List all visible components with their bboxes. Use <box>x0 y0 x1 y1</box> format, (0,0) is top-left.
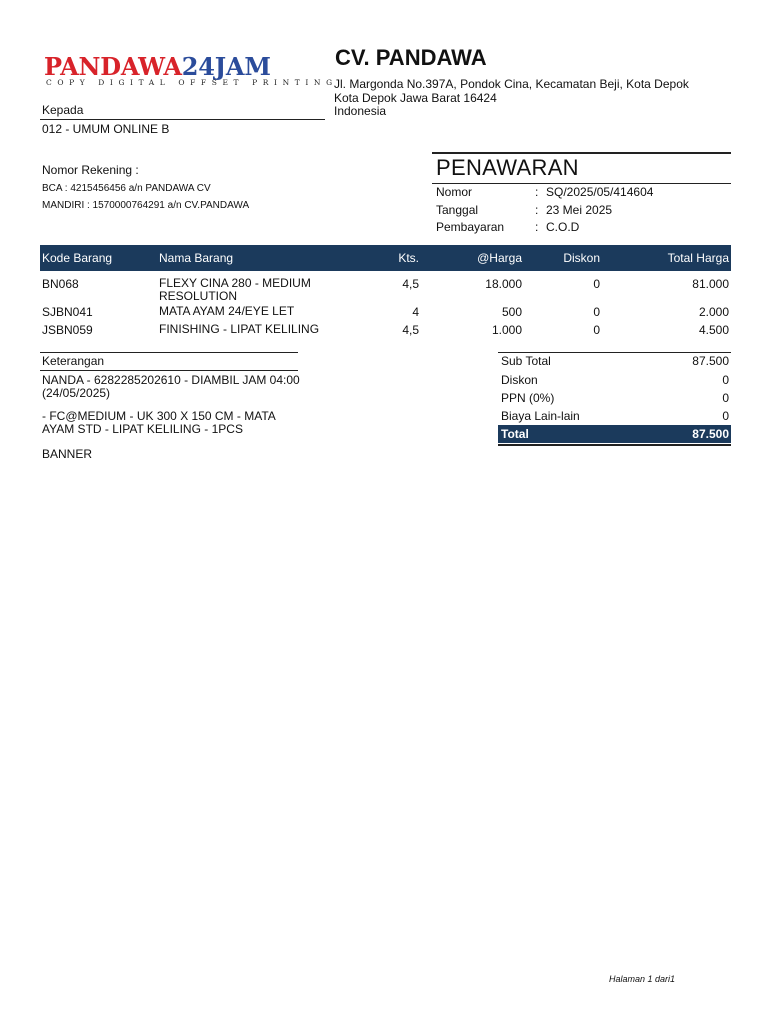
summary-total-label: Total <box>501 427 529 441</box>
recipient-value: 012 - UMUM ONLINE B <box>42 122 170 136</box>
page-number: Halaman 1 dari1 <box>609 974 676 984</box>
meta-value: SQ/2025/05/414604 <box>546 185 654 199</box>
header-discount: Diskon <box>563 251 600 265</box>
cell-code: SJBN041 <box>42 305 93 319</box>
meta-colon: : <box>535 203 539 217</box>
cell-price: 500 <box>501 305 522 319</box>
summary-top-rule <box>498 352 731 353</box>
bank-account-mandiri: MANDIRI : 1570000764291 a/n CV.PANDAWA <box>42 200 250 211</box>
meta-value: 23 Mei 2025 <box>546 203 613 217</box>
notes-paragraph-1: NANDA - 6282285202610 - DIAMBIL JAM 04:00 (24/05/2025) <box>42 373 300 400</box>
address-line-2: Kota Depok Jawa Barat 16424 <box>334 90 497 105</box>
cell-total: 2.000 <box>698 305 729 319</box>
table-row <box>40 323 731 339</box>
notes-divider <box>40 370 298 371</box>
summary-label: Biaya Lain-lain <box>501 409 580 423</box>
cell-code: JSBN059 <box>42 323 93 337</box>
cell-name: FINISHING - LIPAT KELILING <box>159 322 320 336</box>
meta-label: Pembayaran <box>436 220 505 234</box>
company-address <box>334 78 694 119</box>
bank-account-label: Nomor Rekening : <box>42 163 139 177</box>
logo-text-pandawa: PANDAWA <box>44 52 182 81</box>
cell-discount: 0 <box>593 277 600 291</box>
notes-paragraph-3: BANNER <box>42 447 93 461</box>
summary-row-ppn <box>498 391 731 409</box>
meta-colon: : <box>535 185 539 199</box>
summary-total-row <box>498 425 731 443</box>
header-name: Nama Barang <box>159 251 234 265</box>
summary-label: Sub Total <box>501 354 551 368</box>
notes-label: Keterangan <box>42 354 105 368</box>
notes-top-rule <box>40 352 298 353</box>
cell-total: 81.000 <box>692 277 729 291</box>
recipient-divider <box>40 119 325 120</box>
header-qty: Kts. <box>398 251 419 265</box>
cell-name: MATA AYAM 24/EYE LET <box>159 304 295 318</box>
header-total: Total Harga <box>667 251 729 265</box>
table-row <box>40 305 731 321</box>
address-line-1: Jl. Margonda No.397A, Pondok Cina, Kecamatan Beji, Kota Depok <box>334 77 689 91</box>
company-name: CV. PANDAWA <box>335 45 487 70</box>
document-title: PENAWARAN <box>436 155 579 180</box>
cell-discount: 0 <box>593 305 600 319</box>
cell-discount: 0 <box>593 323 600 337</box>
meta-row-nomor <box>436 185 736 201</box>
summary-value: 0 <box>722 391 729 405</box>
summary-row-subtotal <box>498 354 731 372</box>
notes-paragraph-2: - FC@MEDIUM - UK 300 X 150 CM - MATA AYAM STD - LIPAT KELILING - 1PCS <box>42 409 276 436</box>
cell-price: 18.000 <box>485 277 522 291</box>
summary-value: 0 <box>722 373 729 387</box>
meta-colon: : <box>535 220 539 234</box>
header-price: @Harga <box>477 251 522 265</box>
cell-code: BN068 <box>42 277 79 291</box>
logo-tagline: COPY DIGITAL OFFSET PRINTING <box>46 78 338 87</box>
cell-total: 4.500 <box>698 323 729 337</box>
meta-value: C.O.D <box>546 220 580 234</box>
summary-bottom-rule <box>498 444 731 446</box>
cell-qty: 4,5 <box>402 277 419 291</box>
summary-label: PPN (0%) <box>501 391 555 405</box>
summary-row-diskon <box>498 373 731 391</box>
items-table-header <box>40 245 731 271</box>
meta-row-pembayaran <box>436 220 736 236</box>
bank-account-bca: BCA : 4215456456 a/n PANDAWA CV <box>42 183 211 194</box>
address-line-3: Indonesia <box>334 104 387 118</box>
summary-total-value: 87.500 <box>692 427 729 441</box>
cell-qty: 4 <box>412 305 419 319</box>
title-top-rule <box>432 152 731 154</box>
summary-label: Diskon <box>501 373 538 387</box>
company-logo <box>44 52 338 90</box>
table-row <box>40 277 731 303</box>
meta-label: Nomor <box>436 185 473 199</box>
logo-text-24jam: 24JAM <box>181 52 271 81</box>
summary-value: 0 <box>722 409 729 423</box>
cell-price: 1.000 <box>491 323 522 337</box>
recipient-label: Kepada <box>42 103 84 117</box>
title-bottom-rule <box>432 183 731 184</box>
meta-label: Tanggal <box>436 203 479 217</box>
meta-row-tanggal <box>436 203 736 219</box>
logo-wordmark <box>44 54 271 80</box>
cell-qty: 4,5 <box>402 323 419 337</box>
cell-name: FLEXY CINA 280 - MEDIUM RESOLUTION <box>159 276 311 303</box>
header-code: Kode Barang <box>42 251 113 265</box>
summary-value: 87.500 <box>692 354 729 368</box>
